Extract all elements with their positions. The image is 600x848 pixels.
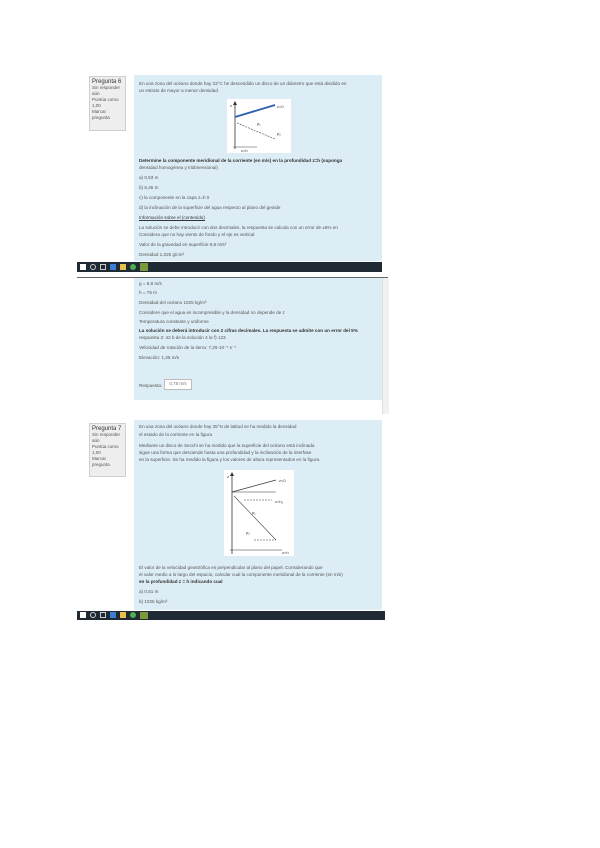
label-bottom: z=h [282, 550, 289, 555]
question-text-line: g = 9,8 m/s [139, 281, 162, 286]
label-z: z [230, 103, 232, 108]
interface-line [237, 123, 275, 139]
label-rho2: ρ₂ [277, 131, 281, 136]
folder-icon[interactable] [120, 264, 126, 270]
question-text-line: Densidad 1,025 g/cm³ [139, 252, 184, 257]
info-link[interactable]: Información sobre el (contenido) [139, 215, 205, 220]
sea-surface-line [232, 480, 276, 492]
question-info [89, 423, 126, 477]
answer-input[interactable]: 0,78 m/s [164, 379, 192, 390]
question-text-line: Mediante un disco de Secchi se ha medido que la superficie del océano está inclinada [139, 443, 315, 448]
question-score: Puntúa como 1,00 [92, 444, 119, 455]
option-a[interactable]: a) 0,53 m [139, 175, 159, 180]
label-rho1: ρ₁ [252, 510, 256, 515]
interface-line [234, 496, 276, 540]
question-panel [134, 420, 382, 610]
edge-icon[interactable] [110, 612, 116, 618]
screenshot-1 [77, 73, 382, 273]
search-icon[interactable] [90, 264, 96, 270]
store-icon[interactable] [140, 263, 148, 271]
question-text-line: El valor de la velocidad geostrófica es perpendicular al plano del papel. Considerando que [139, 565, 323, 570]
screenshot-3 [77, 420, 385, 620]
taskbar [77, 611, 385, 620]
store-icon[interactable] [140, 612, 148, 619]
diagram-svg [224, 470, 294, 556]
question-status: Sin responder aún [92, 432, 121, 443]
task-view-icon[interactable] [100, 612, 106, 618]
label-mid: z=h₁ [275, 499, 283, 504]
option-d[interactable]: d) la inclinación de la superficie del agua respecto al plano del geoide [139, 205, 281, 210]
question-text-line: densidad homogénea y tridimensional) [139, 165, 218, 170]
question-info [89, 76, 126, 131]
option-c[interactable]: c) la componente en la capa z=h 0 [139, 195, 210, 200]
question-panel [134, 75, 382, 261]
answer-label: Respuesta: [139, 383, 163, 388]
label-top: z=0 [279, 478, 286, 483]
flag-question-link[interactable]: Marcar pregunta [92, 109, 110, 120]
question-text-line: Valor de la gravedad en superficie 9,8 m/s² [139, 242, 227, 247]
question-panel [134, 278, 382, 400]
question-text-line: Temperatura constante y uniforme [139, 319, 209, 324]
question-text-line: Densidad del océano 1025 kg/m³ [139, 300, 207, 305]
folder-icon[interactable] [120, 612, 126, 618]
question-text-line: Considera que no hay viento de fondo y el eje es vertical [139, 232, 255, 237]
question-score: Puntúa como 1,00 [92, 97, 119, 108]
windows-icon[interactable] [80, 612, 86, 618]
question-text-line: un estrato de mayor a menor densidad [139, 88, 218, 93]
diagram [224, 470, 294, 556]
question-text-line: Velocidad de rotación de la tierra: 7,29·10⁻⁵ s⁻¹ [139, 345, 236, 350]
z-axis-arrow [230, 472, 234, 476]
search-icon[interactable] [90, 612, 96, 618]
label-top: z=0 [277, 104, 284, 109]
sea-surface-line [235, 105, 275, 117]
task-view-icon[interactable] [100, 264, 106, 270]
question-text-line: Considere que el agua es incompresible y la densidad no depende de z [139, 310, 285, 315]
label-z: z [227, 474, 229, 479]
z-axis-arrow [233, 101, 237, 105]
chrome-icon[interactable] [130, 264, 136, 270]
question-text-line: En una zona del océano donde hay 33°C he descendido un disco de un diámetro que está dividido en [139, 81, 347, 86]
label-rho2: ρ₂ [246, 530, 250, 535]
flag-question-link[interactable]: Marcar pregunta [92, 456, 110, 467]
taskbar [77, 262, 382, 272]
option-b[interactable]: b) 6,45 m [139, 185, 159, 190]
edge-icon[interactable] [110, 264, 116, 270]
chrome-icon[interactable] [130, 612, 136, 618]
option-b[interactable]: b) 1025 kg/m³ [139, 599, 168, 604]
question-text-line: La solución se deberá introducir con 2 cifras decimales. La respuesta se admite con un error del 5% [139, 328, 358, 333]
question-text-line: el valor medio a lo largo del espacio, calcular cual la componente meridional de la corriente (en m/s) [139, 572, 343, 577]
question-text-line: sigue una forma que desciende hasta una profundidad y la inclinación de la interfase [139, 450, 312, 455]
label-bottom: z=h [241, 148, 248, 153]
question-text-line: La solución se debe introducir con dos decimales, la respuesta se calcula con un error de ±5% en [139, 225, 338, 230]
screenshot-2 [77, 278, 388, 414]
label-rho1: ρ₁ [257, 121, 261, 126]
question-text-line: En una zona del océano donde hay 35°N de latitud se ha medido la densidad [139, 424, 297, 429]
question-text-line: Elevación: 1,35 m/s [139, 355, 180, 360]
option-a[interactable]: a) 0,51 m [139, 589, 159, 594]
question-text-line: respuesta 2: 42 b de la solución 4 la f) 123 [139, 335, 226, 340]
diagram-svg [227, 99, 291, 153]
question-number: Pregunta 6 [92, 79, 122, 85]
question-text-line: en la profundidad z = h indicando cual [139, 579, 223, 584]
diagram [227, 99, 291, 153]
question-text-line: el estado de la corriente en la figura [139, 432, 213, 437]
question-text-line: Determine la componente meridional de la corriente (en m/s) en la profundidad z=h (suponga [139, 158, 343, 163]
question-status: Sin responder aún [92, 85, 121, 96]
windows-icon[interactable] [80, 264, 86, 270]
question-text-line: h = 75 m [139, 290, 158, 295]
question-number: Pregunta 7 [92, 426, 122, 432]
question-text-line: en la superficie. Se ha medido la figura y los valores de altura representados en la figura. [139, 457, 321, 462]
scrollbar[interactable] [382, 278, 389, 414]
